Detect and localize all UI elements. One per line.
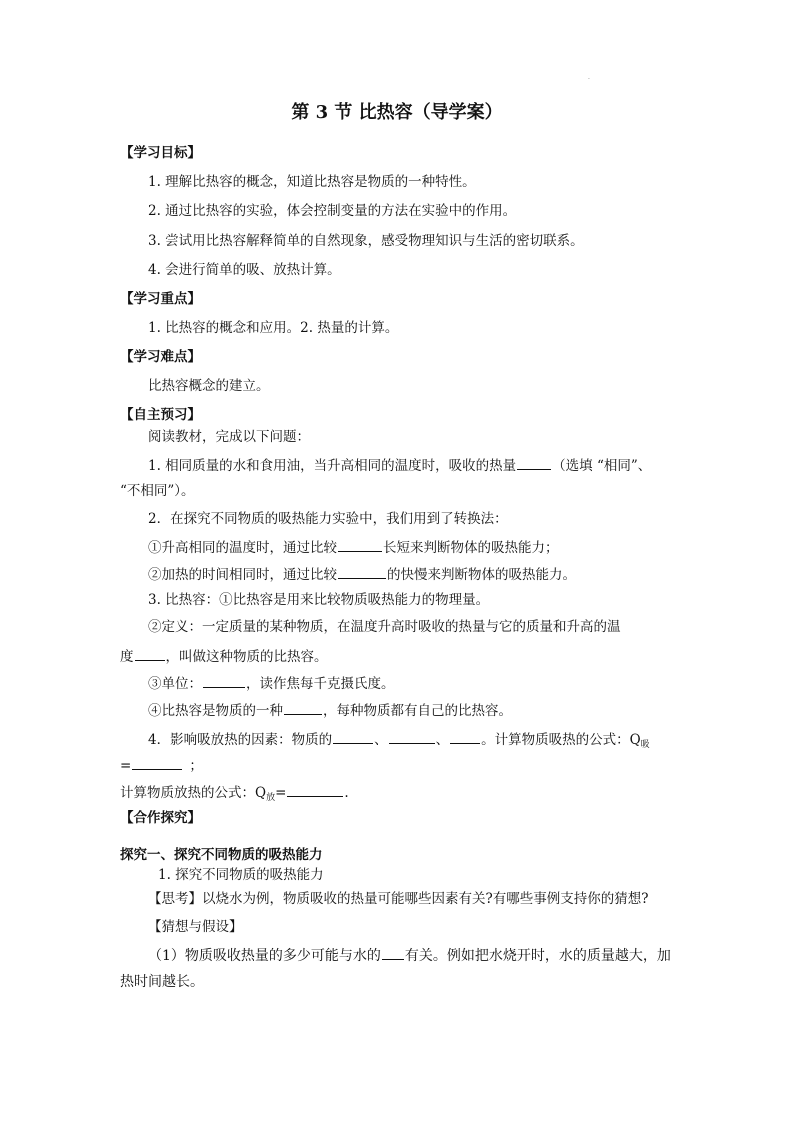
question-2a: ①升高相同的温度时，通过比较 长短来判断物体的吸热能力； [148,537,559,557]
guess-1-cont: 热时间越长。 [120,974,204,990]
question-3b: ②定义：一定质量的某种物质，在温度升高时吸收的热量与它的质量和升高的温 [148,619,621,635]
answer-blank[interactable] [203,673,245,688]
preview-heading: 【自主预习】 [120,407,201,423]
question-2: 2．在探究不同物质的吸热能力实验中，我们用到了转换法： [148,511,508,527]
question-1-cont: “不相同”）。 [120,483,195,499]
answer-blank[interactable] [132,755,182,770]
question-4-cont: = ； [120,755,203,775]
difficulty-heading: 【学习难点】 [120,349,201,365]
answer-blank[interactable] [382,945,404,960]
goal-item-4: 4. 会进行简单的吸、放热计算。 [148,262,341,278]
key-heading: 【学习重点】 [120,291,201,307]
question-3c: ③单位： ，读作焦每千克摄氏度。 [148,673,395,693]
answer-blank[interactable] [338,564,386,579]
key-text: 1. 比热容的概念和应用。2. 热量的计算。 [148,320,399,336]
goal-item-1: 1. 理解比热容的概念，知道比热容是物质的一种特性。 [148,174,476,190]
question-2b: ②加热的时间相同时，通过比较 的快慢来判断物体的吸热能力。 [148,564,576,584]
question-3d: ④比热容是物质的一种 ，每种物质都有自己的比热容。 [148,700,512,720]
question-3: 3. 比热容：①比热容是用来比较物质吸热能力的物理量。 [148,592,490,608]
goals-heading: 【学习目标】 [120,145,201,161]
explore-1-title: 探究一、探究不同物质的吸热能力 [120,847,323,863]
goal-item-2: 2. 通过比热容的实验，体会控制变量的方法在实验中的作用。 [148,203,517,219]
answer-blank[interactable] [287,782,343,797]
explore-1-sub: 1. 探究不同物质的吸热能力 [158,867,324,883]
answer-blank[interactable] [284,700,322,715]
think-text: 【思考】以烧水为例，物质吸收的热量可能哪些因素有关?有哪些事例支持你的猜想? [148,891,649,907]
guess-heading: 【猜想与假设】 [148,919,243,935]
question-4: 4．影响吸放热的因素：物质的 、 、 。计算物质吸热的公式：$Q_吸$ [148,729,650,754]
answer-blank[interactable] [517,455,551,470]
answer-blank[interactable] [333,729,373,744]
answer-blank[interactable] [135,646,165,661]
question-5: 计算物质放热的公式：$Q_放=$ . [120,782,349,807]
scan-dot: · [588,76,590,83]
page-title: 第 3 节 比热容（导学案） [291,102,503,123]
goal-item-3: 3. 尝试用比热容解释简单的自然现象，感受物理知识与生活的密切联系。 [148,233,584,249]
answer-blank[interactable] [338,537,382,552]
coop-heading: 【合作探究】 [120,810,201,826]
preview-intro: 阅读教材，完成以下问题： [148,429,310,445]
answer-blank[interactable] [389,729,435,744]
answer-blank[interactable] [450,729,480,744]
question-3b-cont: 度 ，叫做这种物质的比热容。 [120,646,328,666]
question-1: 1. 相同质量的水和食用油，当升高相同的温度时，吸收的热量 （选填 “相同”、 [148,455,651,475]
difficulty-text: 比热容概念的建立。 [148,378,270,394]
guess-1: （1）物质吸收热量的多少可能与水的 有关。例如把水烧开时，水的质量越大，加 [148,945,671,965]
